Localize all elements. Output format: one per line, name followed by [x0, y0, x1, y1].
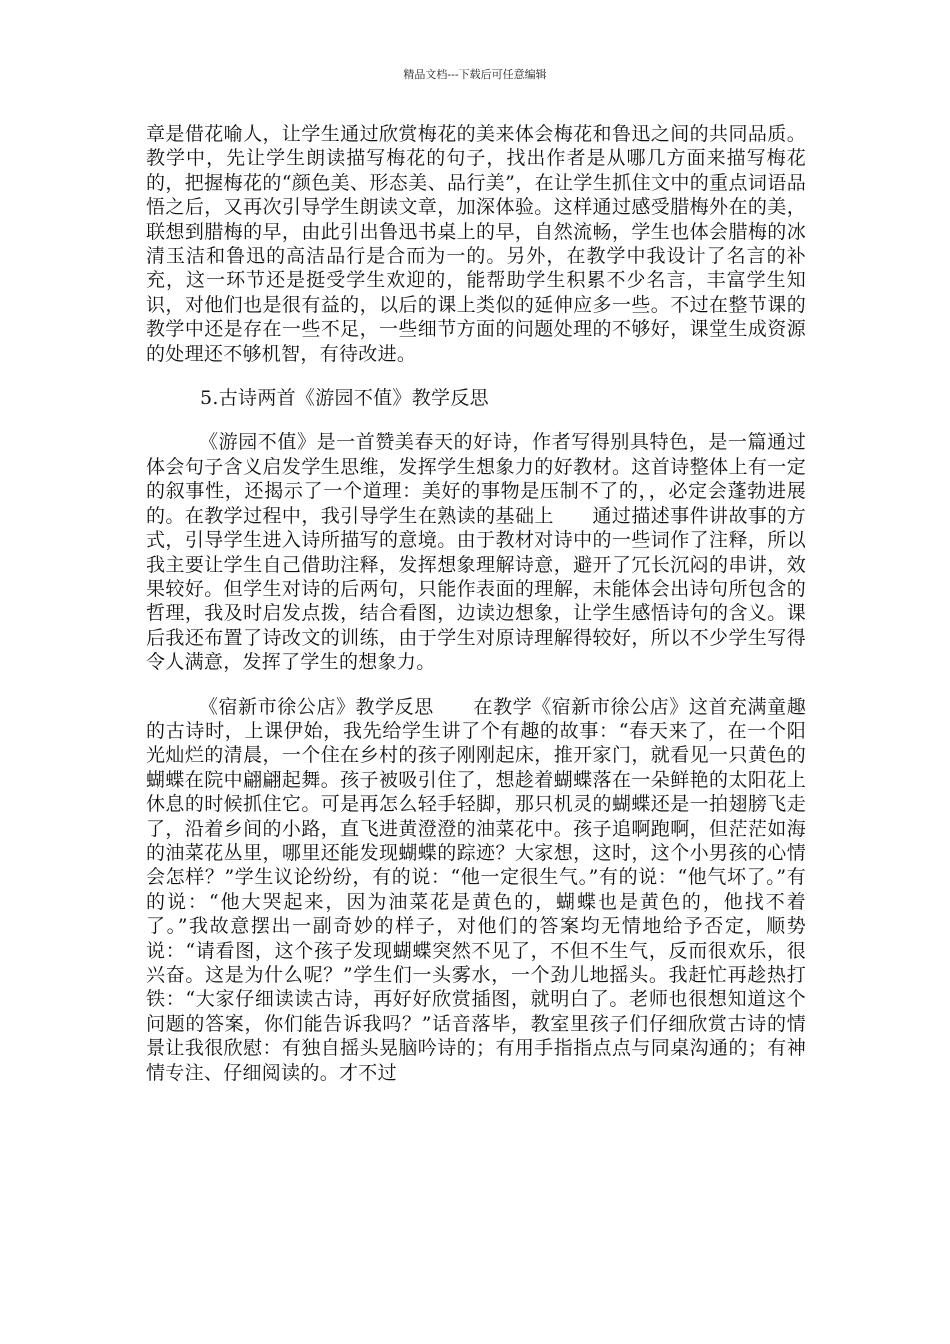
section-heading: 5.古诗两首《游园不值》教学反思 — [200, 387, 489, 410]
document-body — [146, 122, 806, 1085]
page-header: 精品文档---下载后可任意编辑 — [403, 68, 547, 81]
paragraph-youyuan-buzhi: 《游园不值》是一首赞美春天的好诗，作者写得别具特色，是一篇通过体会句子含义启发学生思维，发挥学生想象力的好教材。这首诗整体上有一定的叙事性，还揭示了一个道理：美好的事物是压制不了的，，必定会蓬勃进展的。在教学过程中，我引导学生在熟读的基础上 通过描述事件讲故事的方式，引导学生进入诗所描写的意境。由于教材对诗中的一些词作了注释，所以我主要让学生自己借助注释，发挥想象理解诗意，避开了冗长沉闷的串讲，效果较好。但学生对诗的后两句，只能作表面的理解，未能体会出诗句所包含的哲理，我及时启发点拨，结合看图，边读边想象，让学生感悟诗句的含义。课后我还布置了诗改文的训练，由于学生对原诗理解得较好，所以不少学生写得令人满意，发挥了学生的想象力。 — [146, 431, 806, 674]
paragraph-suxinshi: 《宿新市徐公店》教学反思 在教学《宿新市徐公店》这首充满童趣的古诗时，上课伊始，我先给学生讲了个有趣的故事：“春天来了，在一个阳光灿烂的清晨，一个住在乡村的孩子刚刚起床，推开家门，就看见一只黄色的蝴蝶在院中翩翩起舞。孩子被吸引住了，想趁着蝴蝶落在一朵鲜艳的太阳花上休息的时候抓住它。可是再怎么轻手轻脚，那只机灵的蝴蝶还是一拍翅膀飞走了，沿着乡间的小路，直飞进黄澄澄的油菜花中。孩子追啊跑啊，但茫茫如海的油菜花丛里，哪里还能发现蝴蝶的踪迹？大家想，这时，这个小男孩的心情会怎样？”学生议论纷纷，有的说：“他一定很生气。”有的说：“他气坏了。”有的说：“他大哭起来，因为油菜花是黄色的，蝴蝶也是黄色的，他找不着了。”我故意摆出一副奇妙的样子，对他们的答案均无情地给予否定，顺势说：“请看图，这个孩子发现蝴蝶突然不见了，不但不生气，反而很欢乐，很兴奋。这是为什么呢？”学生们一头雾水，一个劲儿地摇头。我赶忙再趁热打铁：“大家仔细读读古诗，再好好欣赏插图，就明白了。老师也很想知道这个问题的答案，你们能告诉我吗？”话音落毕，教室里孩子们仔细欣赏古诗的情景让我很欣慰：有独自摇头晃脑吟诗的；有用手指指点点与同桌沟通的；有神情专注、仔细阅读的。才不过 — [146, 695, 806, 1084]
paragraph-gap — [146, 366, 806, 386]
paragraph-gap — [146, 675, 806, 695]
paragraph-gap — [146, 410, 806, 430]
paragraph-plum-blossom: 章是借花喻人，让学生通过欣赏梅花的美来体会梅花和鲁迅之间的共同品质。教学中，先让学生朗读描写梅花的句子，找出作者是从哪几方面来描写梅花的，把握梅花的“颜色美、形态美、品行美”，在让学生抓住文中的重点词语品悟之后，又再次引导学生朗读文章，加深体验。这样通过感受腊梅外在的美，联想到腊梅的早，由此引出鲁迅书桌上的早，自然流畅，学生也体会腊梅的冰清玉洁和鲁迅的高洁品行是合而为一的。另外，在教学中我设计了名言的补充，这一环节还是挺受学生欢迎的，能帮助学生积累不少名言，丰富学生知识，对他们也是很有益的，以后的课上类似的延伸应多一些。不过在整节课的教学中还是存在一些不足，一些细节方面的问题处理的不够好，课堂生成资源的处理还不够机智，有待改进。 — [146, 123, 806, 365]
